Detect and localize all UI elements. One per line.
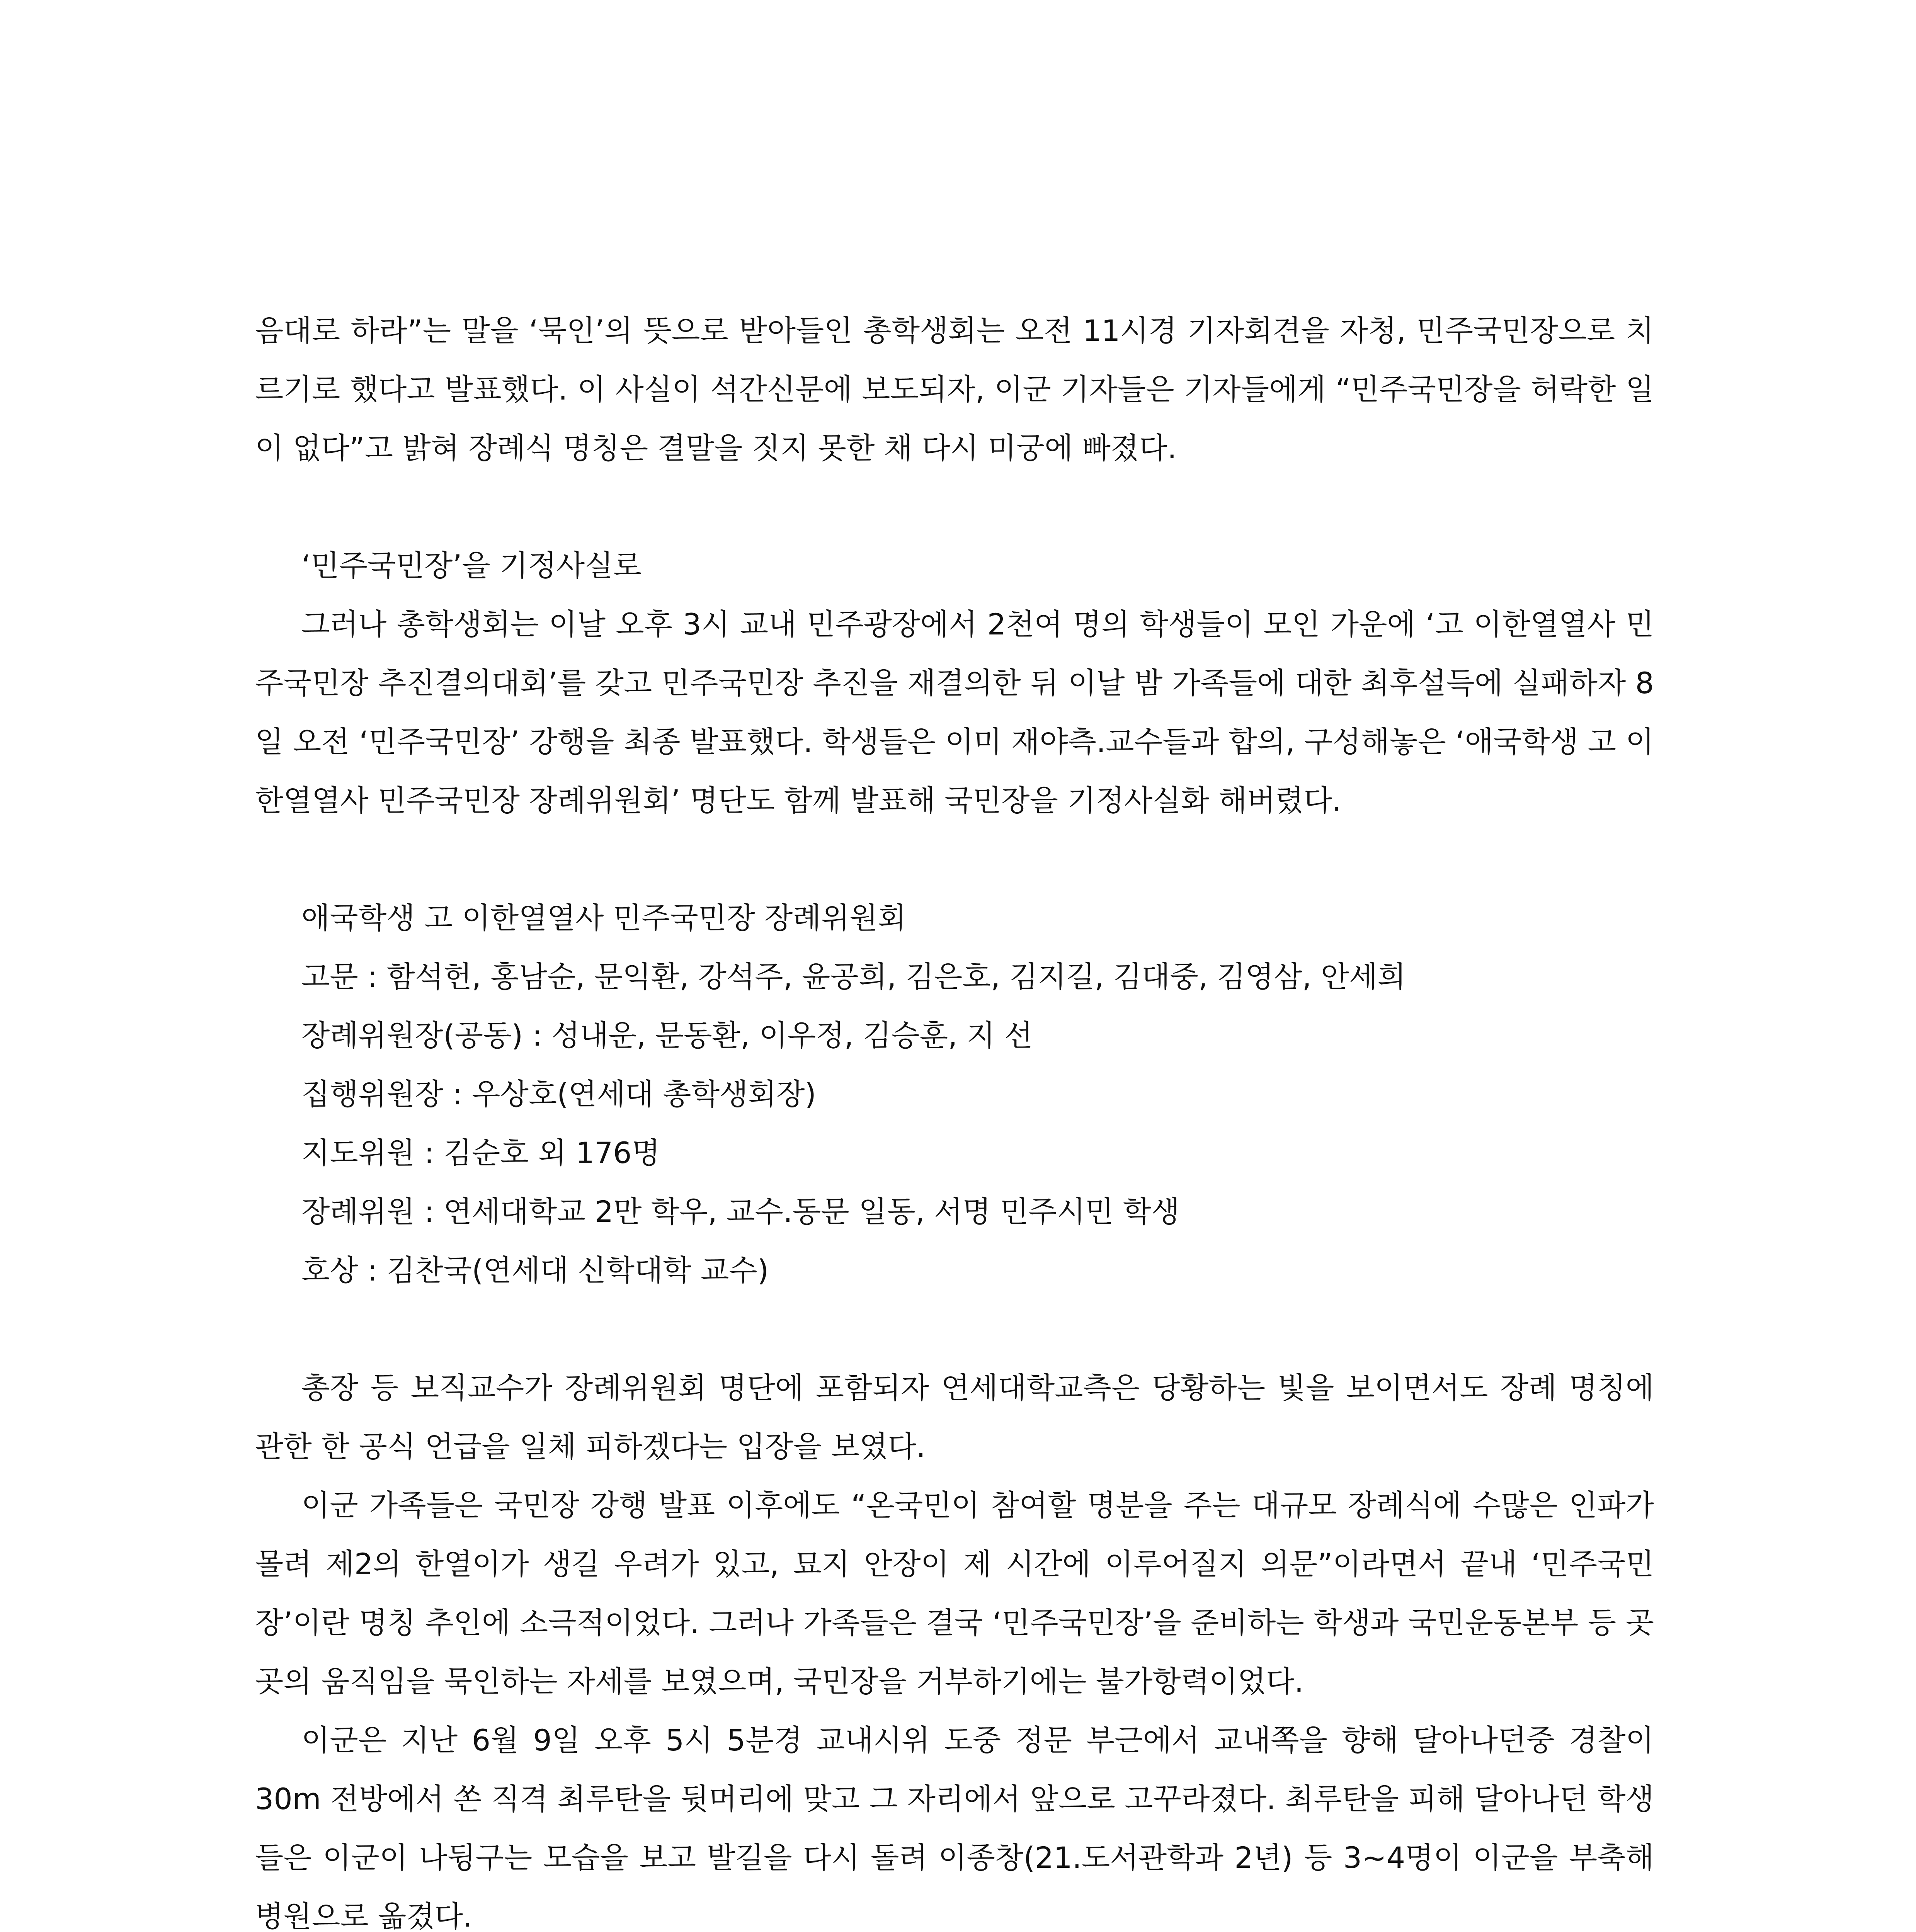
section-heading: ‘민주국민장’을 기정사실로 [301,548,642,583]
committee-line-executive: 집행위원장 : 우상호(연세대 총학생회장) [301,1077,817,1111]
paragraph-incident: 이군은 지난 6월 9일 오후 5시 5분경 교내시위 도중 정문 부근에서 교내쪽을 향해 달아나던중 경찰이 30m 전방에서 쏜 직격 최루탄을 뒷머리에 맞고 그 자리에서 앞으로 고꾸라졌다. 최루탄을 피해 달아나던 학생들은 이군이 나뒹구는 모습을 보고 발길을 다시 돌려 이종창(21.도서관학과 2년) 등 3~4명이 이군을 부축해 병원으로 옮겼다. [255,1723,1654,1932]
committee-line-members: 장례위원 : 연세대학교 2만 학우, 교수.동문 일동, 서명 민주시민 학생 [301,1194,1180,1229]
committee-line-directors: 지도위원 : 김순호 외 176명 [301,1136,660,1170]
paragraph-continued: 음대로 하라”는 말을 ‘묵인’의 뜻으로 받아들인 총학생회는 오전 11시경 기자회견을 자청, 민주국민장으로 치르기로 했다고 발표했다. 이 사실이 석간신문에 보도되자, 이군 기자들은 기자들에게 “민주국민장을 허락한 일이 없다”고 밝혀 장례식 명칭은 결말을 짓지 못한 채 다시 미궁에 빠졌다. [255,313,1654,465]
committee-list [255,889,1654,1300]
paragraph-family-response: 이군 가족들은 국민장 강행 발표 이후에도 “온국민이 참여할 명분을 주는 대규모 장례식에 수많은 인파가 몰려 제2의 한열이가 생길 우려가 있고, 묘지 안장이 제 시간에 이루어질지 의문”이라면서 끝내 ‘민주국민장’이란 명칭 추인에 소극적이었다. 그러나 가족들은 결국 ‘민주국민장’을 준비하는 학생과 국민운동본부 등 곳곳의 움직임을 묵인하는 자세를 보였으며, 국민장을 거부하기에는 불가항력이었다. [255,1488,1654,1699]
document-body [255,301,1654,1932]
paragraph-gap [255,478,1654,536]
committee-line-hosang: 호상 : 김찬국(연세대 신학대학 교수) [301,1253,769,1287]
committee-line-chairs: 장례위원장(공동) : 성내운, 문동환, 이우정, 김승훈, 지 선 [301,1018,1033,1053]
committee-line-advisors: 고문 : 함석헌, 홍남순, 문익환, 강석주, 윤공희, 김은호, 김지길, 김대중, 김영삼, 안세희 [301,959,1406,994]
committee-title: 애국학생 고 이한열열사 민주국민장 장례위원회 [301,901,906,935]
paragraph-gap [255,1300,1654,1359]
paragraph-gap [255,830,1654,889]
section-paragraph: 그러나 총학생회는 이날 오후 3시 교내 민주광장에서 2천여 명의 학생들이 모인 가운에 ‘고 이한열열사 민주국민장 추진결의대회’를 갖고 민주국민장 추진을 재결의한 뒤 이날 밤 가족들에 대한 최후설득에 실패하자 8일 오전 ‘민주국민장’ 강행을 최종 발표했다. 학생들은 이미 재야측.교수들과 합의, 구성해놓은 ‘애국학생 고 이한열열사 민주국민장 장례위원회’ 명단도 함께 발표해 국민장을 기정사실화 해버렸다. [255,607,1654,818]
paragraph-university-response: 총장 등 보직교수가 장례위원회 명단에 포함되자 연세대학교측은 당황하는 빛을 보이면서도 장례 명칭에 관한 한 공식 언급을 일체 피하겠다는 입장을 보였다. [255,1371,1654,1464]
